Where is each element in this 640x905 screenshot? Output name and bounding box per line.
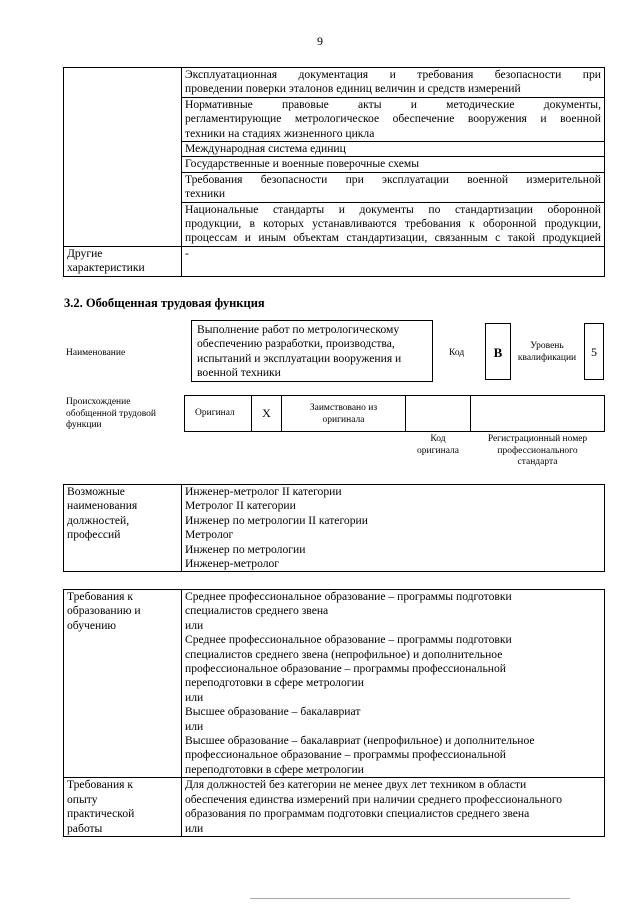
requirements-table — [63, 589, 605, 837]
empty-label-cell — [64, 68, 182, 247]
code-label: Код — [449, 348, 465, 358]
table-row — [64, 778, 605, 837]
experience-label: Требования к опыту практической работы — [64, 778, 182, 837]
page-number: 9 — [317, 34, 323, 48]
knowledge-item: Эксплуатационная документация и требования безопасности при проведении поверки эталонов единиц величин и средств измерений — [182, 68, 605, 98]
positions-list: Инженер-метролог II категории Метролог II категории Инженер по метрологии II категории Метролог Инженер по метрологии Инженер-метролог — [182, 485, 605, 572]
section-title: 3.2. Обобщенная трудовая функция — [64, 296, 265, 310]
table-row — [64, 246, 605, 276]
positions-label: Возможные наименования должностей, профессий — [64, 485, 182, 572]
name-label: Наименование — [66, 348, 126, 358]
knowledge-item: Требования безопасности при эксплуатации военной измерительной техники — [182, 172, 605, 202]
original-label: Оригинал — [184, 395, 252, 432]
knowledge-item: Нормативные правовые акты и методические документы, регламентирующие метрологическое обеспечение вооружения и военной техники на стадиях жизненного цикла — [182, 97, 605, 141]
knowledge-item: Государственные и военные поверочные схемы — [182, 157, 605, 172]
qualification-level-label: Уровень квалификации — [517, 341, 577, 363]
table-row — [64, 485, 605, 572]
other-characteristics-label: Другие характеристики — [64, 246, 182, 276]
education-requirements: Среднее профессиональное образование – программы подготовки специалистов среднего звена или Среднее профессиональное образование – программы подготовки специалистов среднего звена (непрофильное) и дополнительное профессиональное образование – программы профессиональной переподготовки в сфере метрологии или Высшее образование – бакалавриат или Высшее образование – бакалавриат (непрофильное) и дополнительное профессиональное образование – программы профессиональной переподготовки в сфере метрологии — [182, 590, 605, 778]
table-row — [64, 68, 605, 98]
knowledge-item: Национальные стандарты и документы по стандартизации оборонной продукции, в которых устанавливаются требования к оборонной продукции, процессам и иным объектам стандартизации, связанным с такой продукцией — [182, 202, 605, 246]
reg-number-caption: Регистрационный номер профессионального стандарта — [487, 434, 588, 467]
experience-requirements: Для должностей без категории не менее двух лет техником в области обеспечения единства измерений при наличии среднего профессионального образования по программам подготовки специалистов среднего звена или — [182, 778, 605, 837]
name-value-box: Выполнение работ по метрологическому обеспечению разработки, производства, испытаний и эксплуатации вооружения и военной техники — [191, 320, 433, 382]
original-mark: X — [251, 395, 282, 432]
borrowed-label: Заимствовано из оригинала — [281, 395, 406, 432]
origin-label: Происхождение обобщенной трудовой функции — [66, 397, 156, 430]
qualification-level-value: 5 — [584, 323, 604, 380]
other-characteristics-value: - — [182, 246, 605, 276]
code-value: В — [485, 323, 511, 380]
education-label: Требования к образованию и обучению — [64, 590, 182, 778]
reg-number-cell — [470, 395, 605, 432]
code-original-caption: Код оригинала — [417, 434, 459, 456]
code-original-cell — [405, 395, 471, 432]
positions-table — [63, 484, 605, 572]
knowledge-item: Международная система единиц — [182, 142, 605, 157]
page-edge-line — [250, 898, 570, 899]
knowledge-table — [63, 67, 605, 277]
table-row — [64, 590, 605, 778]
